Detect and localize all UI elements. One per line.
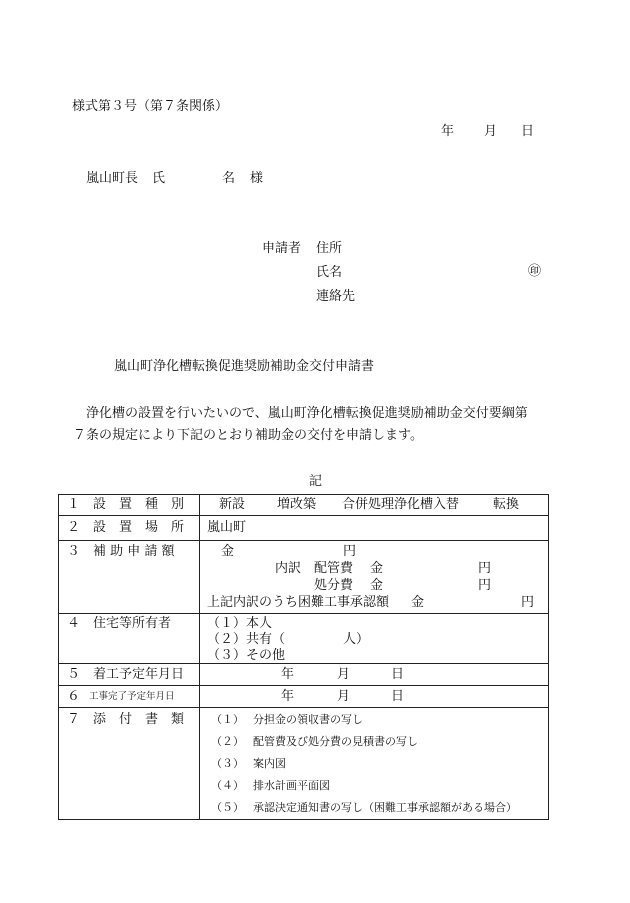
difficulty-yen: 円 (521, 595, 535, 610)
option-extension: 増改築 (277, 497, 317, 512)
applicant-label: 申請者 (262, 241, 302, 256)
disposal-yen: 円 (478, 578, 492, 593)
attachment-5-text: 承認決定通知書の写し（困難工事承認額がある場合） (253, 801, 517, 814)
row6-label: 工事完了予定年月日 (89, 691, 175, 702)
option-conversion: 転換 (493, 497, 520, 512)
seal-mark: ㊞ (528, 264, 542, 279)
owner-self: （１）本人 (207, 616, 273, 631)
start-month: 月 (337, 667, 351, 682)
addressee-shi: 氏 (152, 171, 166, 186)
option-replacement: 合併処理浄化槽入替 (342, 497, 460, 512)
application-table (58, 494, 549, 820)
attachment-1-num: （１） (211, 713, 244, 726)
difficulty-label: 上記内訳のうち困難工事承認額 (207, 595, 390, 610)
contact-label: 連絡先 (316, 289, 356, 304)
addressee-title: 嵐山町長 (86, 171, 139, 186)
attachment-5-num: （５） (211, 801, 244, 814)
piping-kin: 金 (370, 561, 384, 576)
location-value: 嵐山町 (207, 520, 247, 535)
attachment-2-num: （２） (211, 735, 244, 748)
breakdown-label: 内訳 (275, 561, 302, 576)
row7-label: ７ 添 付 書 類 (67, 712, 185, 727)
row-divider (59, 663, 548, 664)
row2-label: ２ 設 置 場 所 (67, 520, 185, 535)
amount-kin: 金 (221, 544, 235, 559)
completion-year: 年 (281, 689, 295, 704)
row-divider (59, 685, 548, 686)
row-divider (59, 707, 548, 708)
date-month-label: 月 (484, 124, 498, 139)
attachment-1-text: 分担金の領収書の写し (253, 713, 363, 726)
piping-yen: 円 (478, 561, 492, 576)
owner-shared: （２）共有（ (207, 632, 286, 647)
body-line-2: ７条の規定により下記のとおり補助金の交付を申請します。 (73, 428, 423, 443)
row-divider (59, 540, 548, 541)
completion-day: 日 (391, 689, 405, 704)
attachment-2-text: 配管費及び処分費の見積書の写し (253, 735, 418, 748)
table-divider (199, 495, 200, 819)
address-label: 住所 (316, 241, 343, 256)
name-label: 氏名 (316, 265, 343, 280)
row5-label: ５ 着工予定年月日 (67, 667, 185, 682)
disposal-kin: 金 (370, 578, 384, 593)
disposal-cost-label: 処分費 (314, 578, 354, 593)
completion-month: 月 (337, 689, 351, 704)
document-title: 嵐山町浄化槽転換促進奨励補助金交付申請書 (114, 359, 375, 374)
attachment-3-text: 案内図 (253, 757, 286, 770)
attachment-3-num: （３） (211, 757, 244, 770)
piping-cost-label: 配管費 (314, 561, 354, 576)
addressee-sama: 様 (250, 171, 264, 186)
difficulty-kin: 金 (411, 595, 425, 610)
date-year-label: 年 (441, 124, 455, 139)
addressee-mei: 名 (222, 171, 236, 186)
attachment-4-num: （４） (211, 779, 244, 792)
row3-label: ３ 補 助 申 請 額 (67, 544, 175, 559)
form-number: 様式第３号（第７条関係） (72, 99, 229, 114)
row-divider (59, 515, 548, 516)
start-day: 日 (391, 667, 405, 682)
row6-number: ６ (67, 689, 81, 704)
row-divider (59, 613, 548, 614)
row1-label: １ 設 置 種 別 (67, 497, 185, 512)
start-year: 年 (281, 667, 295, 682)
ki-label: 記 (309, 474, 323, 489)
row4-label: ４ 住宅等所有者 (67, 616, 172, 631)
attachment-4-text: 排水計画平面図 (253, 779, 330, 792)
owner-other: （３）その他 (207, 648, 286, 663)
option-new: 新設 (219, 497, 246, 512)
body-line-1: 浄化槽の設置を行いたいので、嵐山町浄化槽転換促進奨励補助金交付要綱第 (86, 406, 528, 421)
date-day-label: 日 (521, 124, 535, 139)
owner-shared-end: 人） (343, 632, 370, 647)
amount-yen: 円 (343, 544, 357, 559)
